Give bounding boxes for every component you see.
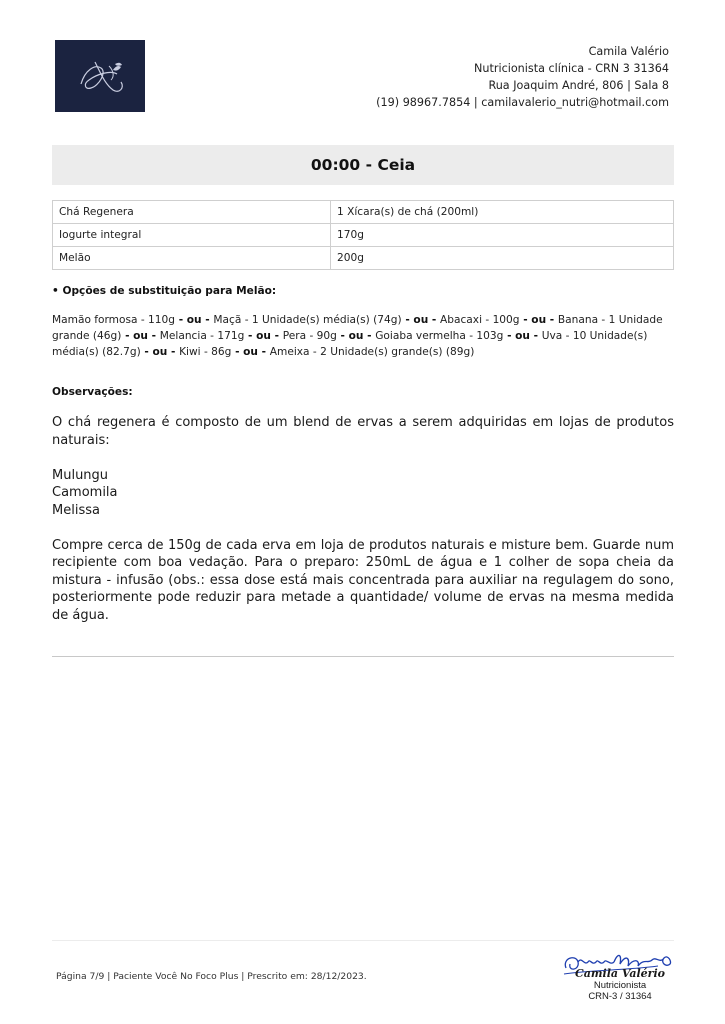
or-separator: - ou - xyxy=(175,314,214,326)
professional-address: Rua Joaquim André, 806 | Sala 8 xyxy=(488,79,669,92)
food-amount: 1 Xícara(s) de chá (200ml) xyxy=(331,201,674,224)
herb-item: Camomila xyxy=(52,485,118,500)
brand-monogram-icon xyxy=(55,40,145,112)
substitution-option: Maçã - 1 Unidade(s) média(s) (74g) xyxy=(213,314,402,326)
or-separator: - ou - xyxy=(121,330,160,342)
substitution-option: Ameixa - 2 Unidade(s) grande(s) (89g) xyxy=(269,346,475,358)
signature-name: Camila Valério xyxy=(575,967,665,980)
substitution-option: Goiaba vermelha - 103g xyxy=(375,330,504,342)
meal-title-bar xyxy=(52,145,674,185)
substitution-heading: • Opções de substituição para Melão: xyxy=(52,285,277,297)
observations-body xyxy=(52,414,674,624)
or-separator: - ou - xyxy=(231,346,270,358)
signature-role: Nutricionista xyxy=(593,980,647,991)
table-row xyxy=(53,201,674,224)
section-divider xyxy=(52,656,674,657)
table-row xyxy=(53,224,674,247)
substitution-option: Mamão formosa - 110g xyxy=(52,314,175,326)
professional-name: Camila Valério xyxy=(588,45,669,58)
or-separator: - ou - xyxy=(519,314,558,326)
substitution-option: Pera - 90g xyxy=(282,330,337,342)
food-amount: 170g xyxy=(331,224,674,247)
or-separator: - ou - xyxy=(401,314,441,326)
substitution-options xyxy=(52,312,672,360)
observations-instructions: Compre cerca de 150g de cada erva em loja de produtos naturais e misture bem. Guarde num recipiente com boa vedação. Para o preparo: 250mL de água e 1 colher de sopa cheia da mistura - infusão (obs.: essa dose está mais concentrada para auxiliar na regulagem do sono, posteriormente pode reduzir para metade a quantidade/ volume de ervas na mesma medida de água. xyxy=(52,537,674,623)
food-name: Melão xyxy=(53,247,331,270)
food-amount: 200g xyxy=(331,247,674,270)
brand-logo xyxy=(55,40,145,112)
footer-divider xyxy=(52,940,674,941)
observations-heading: Observações: xyxy=(52,386,133,398)
or-separator: - ou - xyxy=(244,330,283,342)
table-row xyxy=(53,247,674,270)
page-footer: Página 7/9 | Paciente Você No Foco Plus | Prescrito em: 28/12/2023. xyxy=(56,971,367,982)
food-name: Chá Regenera xyxy=(53,201,331,224)
or-separator: - ou - xyxy=(336,330,376,342)
herb-item: Mulungu xyxy=(52,467,109,483)
substitution-option: Kiwi - 86g xyxy=(179,346,232,358)
or-separator: - ou - xyxy=(503,330,542,342)
substitution-option: Abacaxi - 100g xyxy=(440,314,520,326)
substitution-option: Melancia - 171g xyxy=(159,330,245,342)
professional-info xyxy=(376,43,669,111)
food-name: Iogurte integral xyxy=(53,224,331,247)
substitution-option: Banana - 1 Unidade grande (46g) xyxy=(52,314,663,342)
or-separator: - ou - xyxy=(140,346,180,358)
substitution-option: Uva - 10 Unidade(s) média(s) (82.7g) xyxy=(52,330,648,358)
observations-intro: O chá regenera é composto de um blend de ervas a serem adquiridas em lojas de produtos naturais: xyxy=(52,415,674,448)
professional-contact: (19) 98967.7854 | camilavalerio_nutri@hotmail.com xyxy=(376,96,669,109)
meal-title: 00:00 - Ceia xyxy=(310,156,416,174)
meal-items-table xyxy=(52,200,674,270)
signature-crn: CRN-3 / 31364 xyxy=(588,991,652,1002)
professional-title: Nutricionista clínica - CRN 3 31364 xyxy=(474,62,669,75)
herb-item: Melissa xyxy=(52,502,100,518)
